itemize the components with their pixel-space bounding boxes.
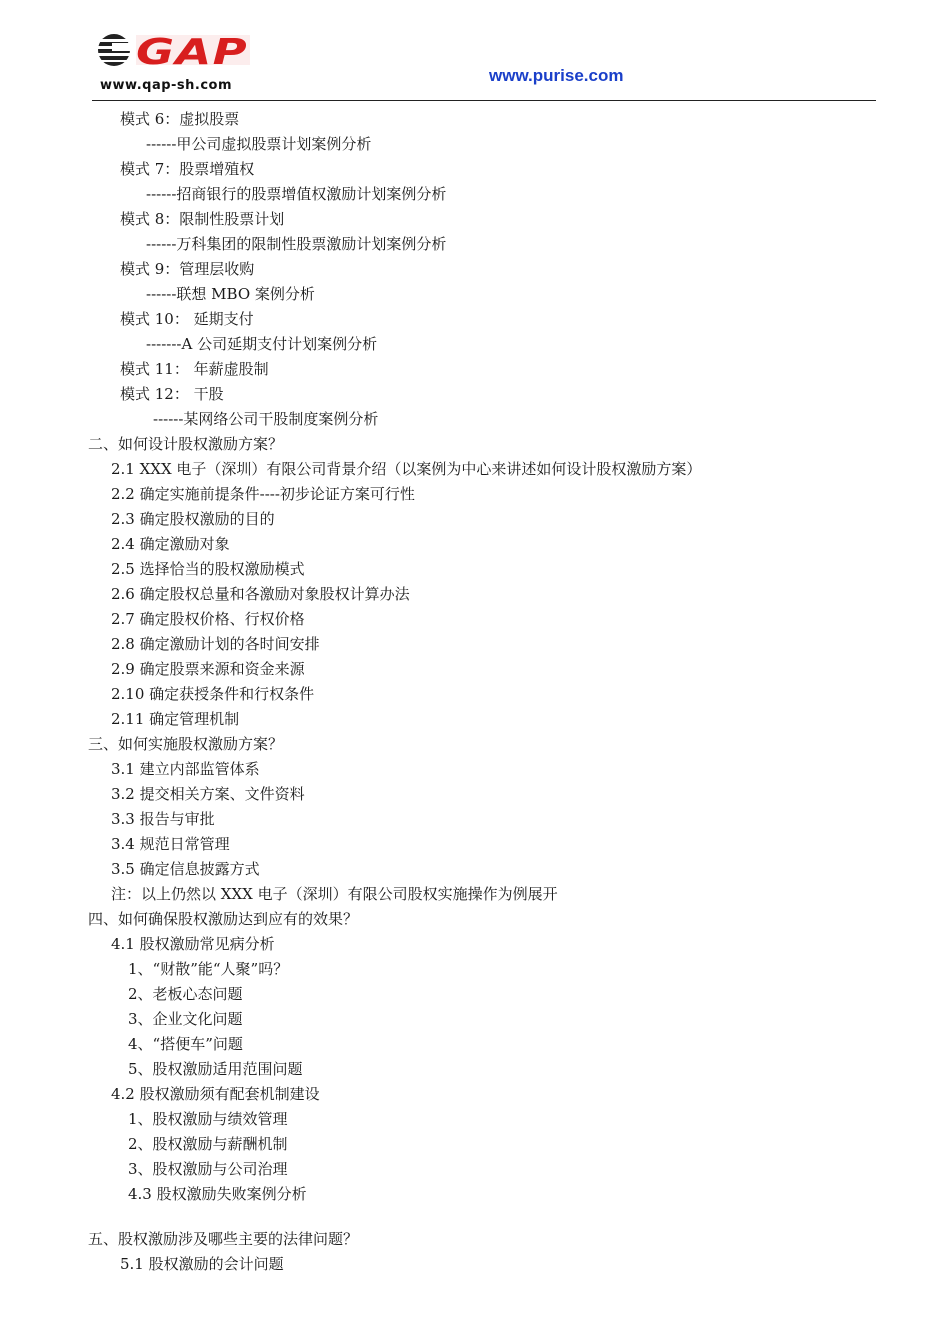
outline-line: 模式 6：虚拟股票 bbox=[120, 110, 240, 128]
outline-line: ------某网络公司干股制度案例分析 bbox=[153, 410, 379, 428]
outline-line: 2.6 确定股权总量和各激励对象股权计算办法 bbox=[111, 585, 410, 603]
section-heading: 五、股权激励涉及哪些主要的法律问题？ bbox=[88, 1230, 359, 1248]
outline-line: 2、股权激励与薪酬机制 bbox=[128, 1135, 288, 1153]
outline-line: ------联想 MBO 案例分析 bbox=[146, 285, 315, 303]
outline-line: 1、“财散”能“人聚”吗？ bbox=[128, 960, 289, 978]
outline-line: 4.2 股权激励须有配套机制建设 bbox=[111, 1085, 320, 1103]
outline-line: 2.4 确定激励对象 bbox=[111, 535, 230, 553]
outline-line: 4.3 股权激励失败案例分析 bbox=[128, 1185, 307, 1203]
outline-line: 1、股权激励与绩效管理 bbox=[128, 1110, 288, 1128]
outline-line: ------招商银行的股票增值权激励计划案例分析 bbox=[146, 185, 447, 203]
outline-line: 3.4 规范日常管理 bbox=[111, 835, 230, 853]
outline-line: -------A 公司延期支付计划案例分析 bbox=[146, 335, 378, 353]
outline-line: 2.2 确定实施前提条件----初步论证方案可行性 bbox=[111, 485, 415, 503]
outline-line: ------万科集团的限制性股票激励计划案例分析 bbox=[146, 235, 447, 253]
outline-line: 3.3 报告与审批 bbox=[111, 810, 215, 828]
outline-line: 2.8 确定激励计划的各时间安排 bbox=[111, 635, 320, 653]
outline-line: 3、股权激励与公司治理 bbox=[128, 1160, 288, 1178]
outline-line: 4、“搭便车”问题 bbox=[128, 1035, 243, 1053]
outline-line: 2.3 确定股权激励的目的 bbox=[111, 510, 275, 528]
outline-line: 2.10 确定获授条件和行权条件 bbox=[111, 685, 315, 703]
outline-line: 2.9 确定股票来源和资金来源 bbox=[111, 660, 305, 678]
outline-line: 模式 11： 年薪虚股制 bbox=[120, 360, 269, 378]
outline-line: 3.1 建立内部监管体系 bbox=[111, 760, 260, 778]
outline-line: 3.5 确定信息披露方式 bbox=[111, 860, 260, 878]
site-url-link[interactable]: www.purise.com bbox=[489, 66, 624, 85]
outline-line: 模式 7：股票增殖权 bbox=[120, 160, 255, 178]
section-heading: 二、如何设计股权激励方案？ bbox=[88, 435, 284, 453]
outline-line: ------甲公司虚拟股票计划案例分析 bbox=[146, 135, 372, 153]
outline-line: 4.1 股权激励常见病分析 bbox=[111, 935, 275, 953]
page-header bbox=[0, 0, 950, 104]
section-heading: 三、如何实施股权激励方案？ bbox=[88, 735, 284, 753]
outline-line: 模式 8：限制性股票计划 bbox=[120, 210, 285, 228]
outline-line: 模式 10： 延期支付 bbox=[120, 310, 254, 328]
logo-url: www.qap-sh.com bbox=[100, 78, 233, 93]
outline-line: 2.5 选择恰当的股权激励模式 bbox=[111, 560, 305, 578]
outline-line: 2.11 确定管理机制 bbox=[111, 710, 240, 728]
section-heading: 四、如何确保股权激励达到应有的效果？ bbox=[88, 910, 359, 928]
outline-line: 3.2 提交相关方案、文件资料 bbox=[111, 785, 305, 803]
outline-line: 5.1 股权激励的会计问题 bbox=[120, 1255, 284, 1273]
logo-wordmark: GAP bbox=[136, 32, 248, 73]
outline-line: 模式 12： 干股 bbox=[120, 385, 224, 403]
outline-line: 2、老板心态问题 bbox=[128, 985, 243, 1003]
outline-line: 5、股权激励适用范围问题 bbox=[128, 1060, 303, 1078]
outline-note: 注：以上仍然以 XXX 电子（深圳）有限公司股权实施操作为例展开 bbox=[111, 885, 558, 903]
outline-line: 2.1 XXX 电子（深圳）有限公司背景介绍（以案例为中心来讲述如何设计股权激励方案） bbox=[111, 460, 702, 478]
outline-line: 2.7 确定股权价格、行权价格 bbox=[111, 610, 305, 628]
header-divider bbox=[92, 100, 876, 101]
outline-line: 模式 9：管理层收购 bbox=[120, 260, 255, 278]
globe-icon bbox=[98, 34, 132, 66]
outline-line: 3、企业文化问题 bbox=[128, 1010, 243, 1028]
